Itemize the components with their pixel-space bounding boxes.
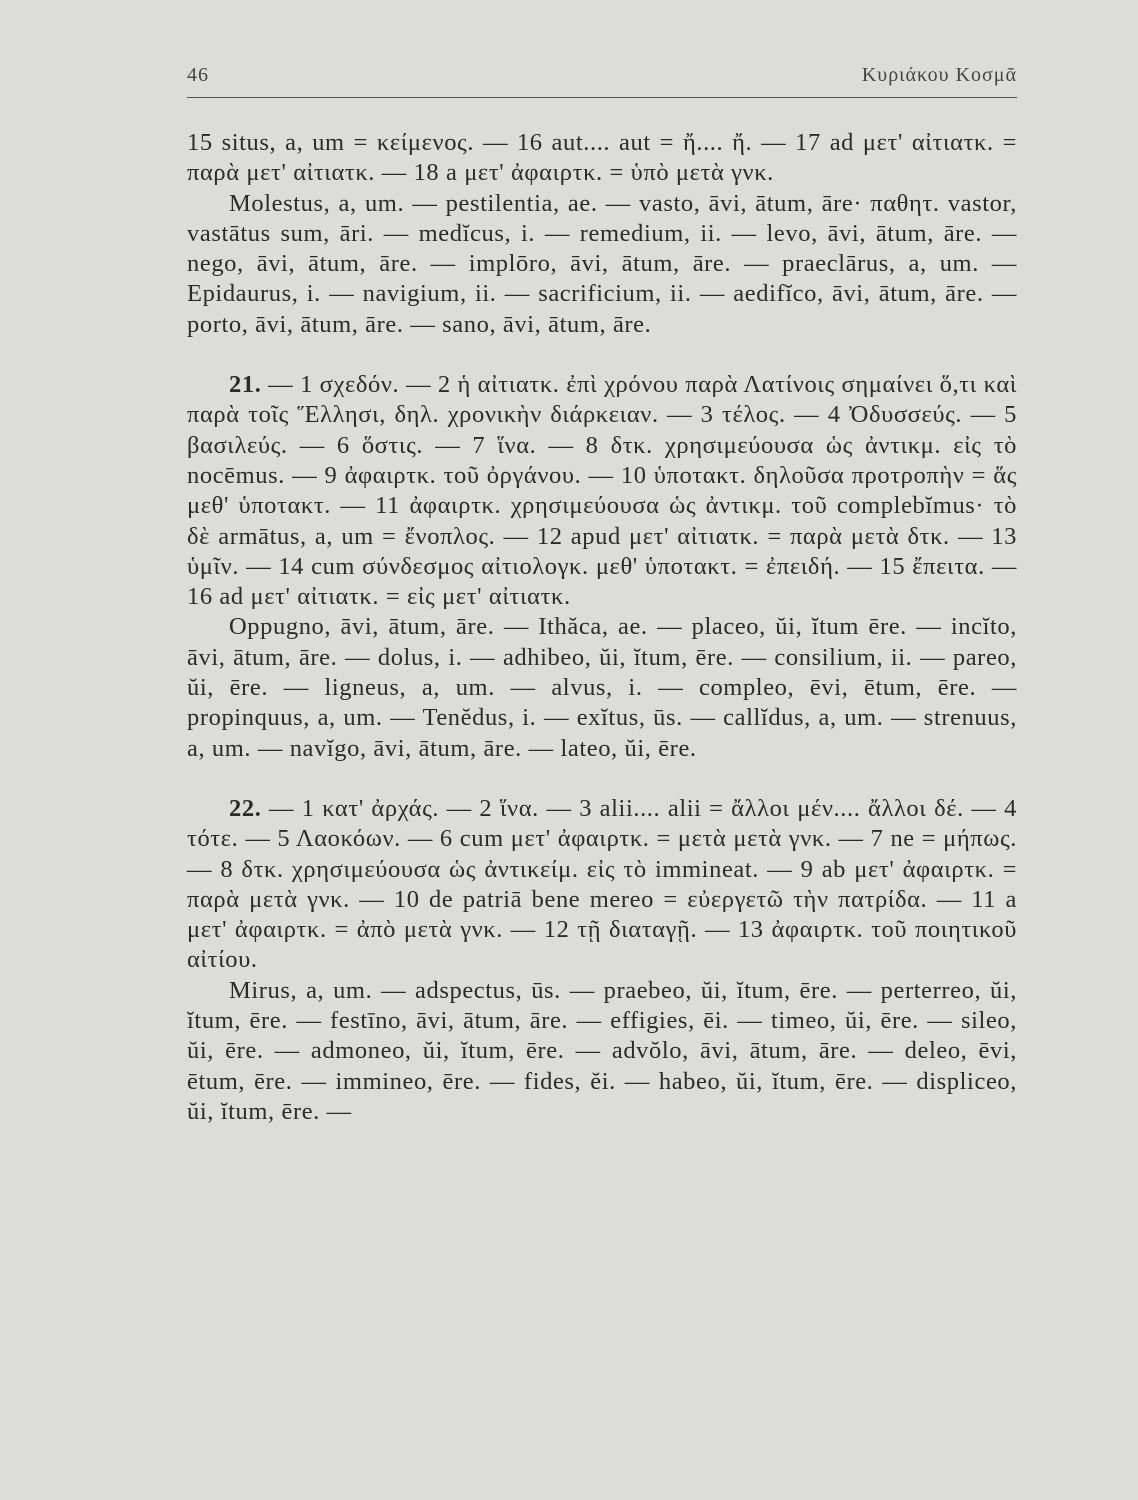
vocabulary-paragraph-22 [187, 976, 1017, 1127]
paragraph-text: — 1 σχεδόν. — 2 ἡ αἰτιατκ. ἐπὶ χρόνου παρὰ Λατίνοις σημαίνει ὅ,τι καὶ παρὰ τοῖς Ἕλλησι, δηλ. χρονικὴν διάρκειαν. — 3 τέλος. — 4 Ὀδυσσεύς. — 5 βασιλεύς. — 6 ὅστις. — 7 ἵνα. — 8 δτκ. χρησιμεύουσα ὡς ἀντικμ. εἰς τὸ nocēmus. — 9 ἀφαιρτκ. τοῦ ὀργάνου. — 10 ὑποτακτ. δηλοῦσα προτροπὴν = ἅς μεθ' ὑποτακτ. — 11 ἀφαιρτκ. χρησιμεύουσα ὡς ἀντικμ. τοῦ complebĭmus· τὸ δὲ armātus, a, um = ἔνοπλος. — 12 apud μετ' αἰτιατκ. = παρὰ μετὰ δτκ. — 13 ὑμῖν. — 14 cum σύνδεσμος αἰτιολογκ. μεθ' ὑποτακτ. = ἐπειδή. — 15 ἔπειτα. — 16 ad μετ' αἰτιατκ. = εἰς μετ' αἰτιατκ. [187, 371, 1017, 611]
section-number: 21. [229, 371, 262, 399]
vocabulary-paragraph-20 [187, 189, 1017, 340]
running-title: Κυριάκου Κοσμᾶ [861, 64, 1017, 86]
paragraph-text: Mirus, a, um. — adspectus, ūs. — praebeo, ŭi, ĭtum, ēre. — perterreo, ŭi, ĭtum, ēre. — festīno, āvi, ātum, āre. — effigies, ēi. — timeo, ŭi, ēre. — sileo, ŭi, ēre. — admoneo, ŭi, ĭtum, ēre. — advŏlo, āvi, ātum, āre. — deleo, ēvi, ētum, ēre. — immineo, ēre. — fides, ĕi. — habeo, ŭi, ĭtum, ēre. — displiceo, ŭi, ĭtum, ēre. — [187, 976, 1017, 1125]
paragraph-continuation [187, 128, 1017, 189]
section-22 [187, 794, 1017, 976]
section-number: 22. [229, 794, 262, 822]
paragraph-text: 15 situs, a, um = κείμενος. — 16 aut.... aut = ἤ.... ἤ. — 17 ad μετ' αἰτιατκ. = παρὰ μετ' αἰτιατκ. — 18 a μετ' ἀφαιρτκ. = ὑπὸ μετὰ γνκ. [187, 129, 1017, 187]
header-rule [187, 97, 1017, 98]
section-21 [187, 370, 1017, 612]
paragraph-text: — 1 κατ' ἀρχάς. — 2 ἵνα. — 3 alii.... alii = ἄλλοι μέν.... ἄλλοι δέ. — 4 τότε. — 5 Λαοκόων. — 6 cum μετ' ἀφαιρτκ. = μετὰ μετὰ γνκ. — 7 ne = μήπως. — 8 δτκ. χρησιμεύουσα ὡς ἀντικείμ. εἰς τὸ immineat. — 9 ab μετ' ἀφαιρτκ. = παρὰ μετὰ γνκ. — 10 de patriā bene mereo = εὐεργετῶ τὴν πατρίδα. — 11 a μετ' ἀφαιρτκ. = ἀπὸ μετὰ γνκ. — 12 τῇ διαταγῇ. — 13 ἀφαιρτκ. τοῦ ποιητικοῦ αἰτίου. [187, 794, 1017, 974]
page-number: 46 [187, 64, 209, 86]
paragraph-text: Oppugno, āvi, ātum, āre. — Ithăca, ae. — placeo, ŭi, ĭtum ēre. — incĭto, āvi, ātum, āre. — dolus, i. — adhibeo, ŭi, ĭtum, ēre. — consilium, ii. — pareo, ŭi, ēre. — ligneus, a, um. — alvus, i. — compleo, ēvi, ētum, ēre. — propinquus, a, um. — Tenĕdus, i. — exĭtus, ūs. — callĭdus, a, um. — strenuus, a, um. — navĭgo, āvi, ātum, āre. — lateo, ŭi, ēre. [187, 613, 1017, 762]
page-body [187, 128, 1017, 1127]
vocabulary-paragraph-21 [187, 612, 1017, 763]
running-header [187, 64, 1017, 94]
paragraph-text: Molestus, a, um. — pestilentia, ae. — vasto, āvi, ātum, āre· παθητ. vastor, vastātus sum, āri. — medĭcus, i. — remedium, ii. — levo, āvi, ātum, āre. — nego, āvi, ātum, āre. — implōro, āvi, ātum, āre. — praeclārus, a, um. — Epidaurus, i. — navigium, ii. — sacrificium, ii. — aedifĭco, āvi, ātum, āre. — porto, āvi, ātum, āre. — sano, āvi, ātum, āre. [187, 189, 1017, 338]
